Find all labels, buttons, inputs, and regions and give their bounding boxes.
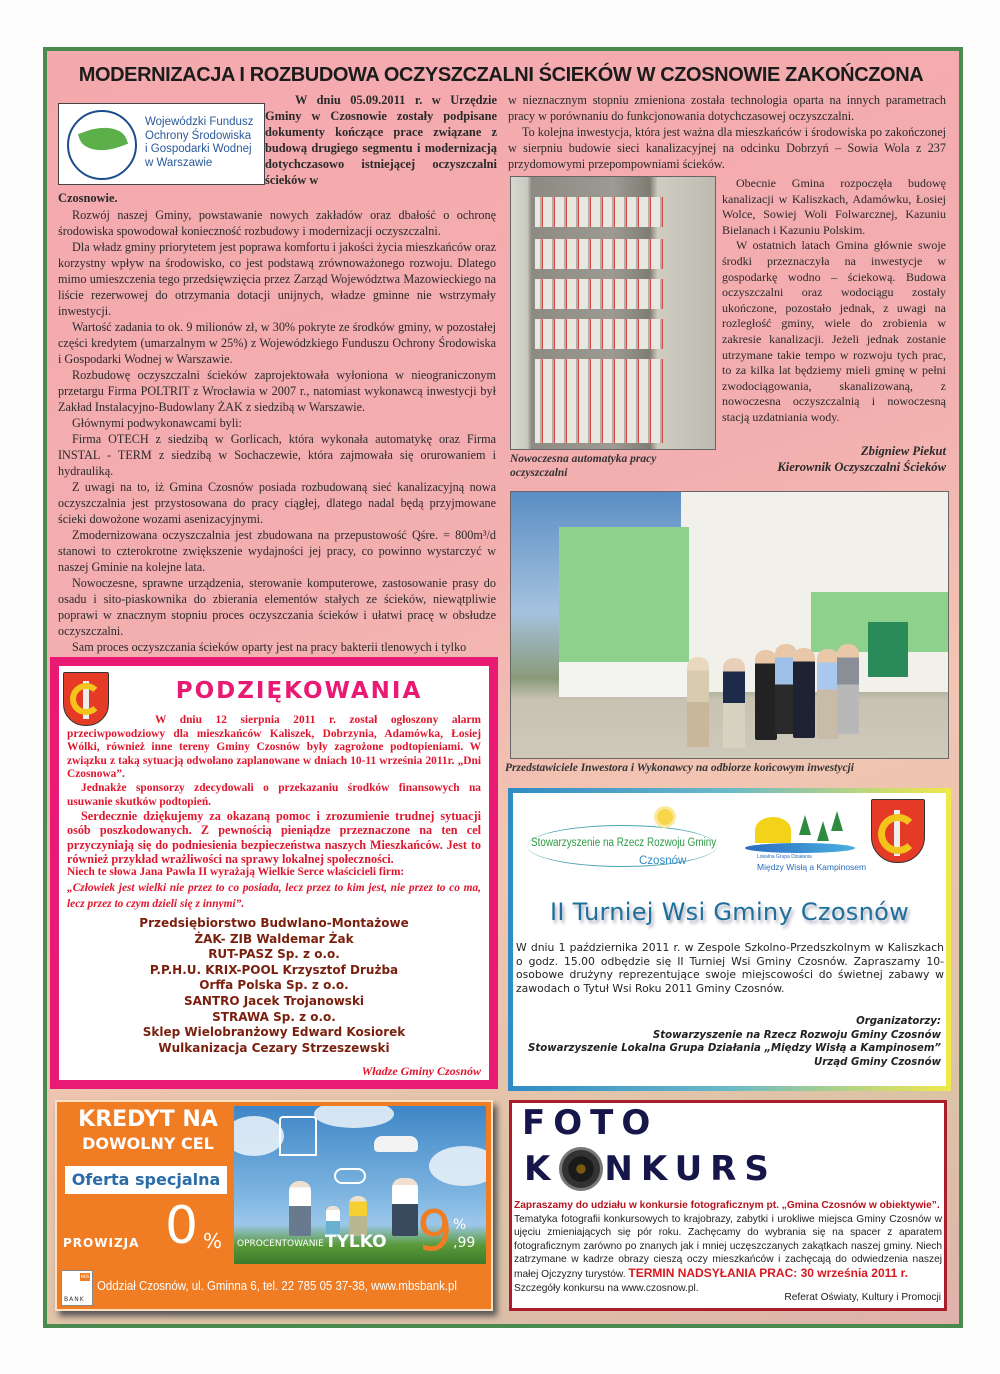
paragraph: To kolejna inwestycja, która jest ważna dla mieszkańców i środowiska po zakończonej w sierpniu budowie sieci kanalizacyjnej na odcinku Dobrzyń – Sowia Wola z 237 przydomowymi przepompowniami ścieków. [508,125,946,171]
thanks-paragraph: W dniu 12 sierpnia 2011 r. został ogłoszony alarm przeciwpowodziowy dla mieszkańców Kaliszek, Dobrzynia, Adamówka, Łosiej Wólki, również inne tereny Gminy Czosnów były zagrożone podtopieniami. W związku z taką sytuacją odwołano zaplanowane w dniach 10-11 września 2011r. „Dni Czosnowa”. [67,714,481,781]
thanks-text [67,714,481,912]
photo-contest-title-2 [524,1149,777,1189]
author-role: Kierownik Oczyszczalni Ścieków [777,460,946,474]
mbs-bank-logo [61,1270,93,1306]
building-base [559,662,689,697]
lgd-small-label: Lokalna Grupa Działania [757,854,812,860]
commission-percent: % [203,1229,223,1253]
tournament-inner [513,793,946,1086]
photo-contest-title-2-text [524,1149,777,1189]
mbs-logo-mark: MBS [80,1274,90,1279]
organizer: Urząd Gminy Czosnów [814,1056,941,1068]
photo-caption-acceptance: Przedstawiciele Inwestora i Wykonawcy na odbiorze końcowym inwestycji [505,762,854,774]
tournament-box [508,788,951,1091]
paragraph: Zmodernizowana oczyszczalnia jest zbudowana na przepustowość Qśre. = 800m³/d stanowi to czterokrotne zwiększenie wydajności jej pracy, co powinno wystarczyć w naszej Gminie na kolejne lata. [58,528,496,574]
sun-icon [657,809,673,825]
house-icon [279,1116,317,1156]
special-offer-badge: Oferta specjalna [65,1166,227,1194]
tree-icon [831,811,843,831]
sponsor-item: Wulkanizacja Cezary Strzeszewski [158,1040,390,1055]
cabinet-rail [535,389,663,419]
car-icon [374,1136,418,1152]
sponsor-item: Przedsiębiorstwo Budwlano-Montażowe [139,916,409,930]
tournament-title: II Turniej Wsi Gminy Czosnów [549,898,910,926]
paragraph: Rozbudowę oczyszczalni ścieków zaprojektowała wyłoniona w nieograniczonym przetargu Firma POLTRIT z Wrocławia w 2007 r., natomiast wykonawcą inwestycji był Zakład Instalacyjno-Budowlany ŻAK z siedzibą w Warszawie. [58,368,496,414]
paragraph: Z uwagi na to, iż Gmina Czosnów posiada rozbudowaną sieć kanalizacyjną nowa oczyszczalnia jest przystosowana do pracy ciągłej, dlatego nadal będą przyjmowane ścieki dowożone wozami asenizacyjnymi. [58,480,496,526]
cloud [429,1146,486,1186]
person [349,1196,367,1236]
tree-icon [799,815,811,835]
logo-line: w Warszawie [145,156,213,169]
river-icon [745,843,855,853]
cloud [234,1116,284,1156]
interest-only: TYLKO [325,1232,387,1252]
person [755,650,777,740]
thanks-paragraph: Jednakże sponsorzy zdecydowali o przekazaniu środków finansowych na usuwanie skutków podtopień. [67,781,481,808]
photo-contest-title-1: FOTO [522,1103,659,1143]
cabinet-rail [535,239,663,269]
organizer: Stowarzyszenie Lokalna Grupa Działania „Między Wisłą a Kampinosem” [528,1043,941,1055]
person [289,1181,311,1236]
article-lead: W dniu 05.09.2011 r. w Urzędzie Gminy w Czosnowie zostały podpisane dokumenty kończące prace związane z budową drugiego segmentu i modernizacją dotychczasowo istniejącej oczyszczalni ścieków w [265,93,497,187]
thanks-title: PODZIĘKOWANIA [175,678,423,704]
thanks-signature: Władze Gminy Czosnów [361,1064,481,1078]
interest-value: 9 [417,1199,453,1264]
person [392,1178,418,1236]
mbs-logo-text: BANK [64,1296,85,1303]
thanks-quote: „Człowiek jest wielki nie przez to co posiada, lecz przez to kim jest, nie przez to co ma, lecz przez to czym dzieli się z innymi”. [67,881,481,910]
person [837,644,859,734]
paragraph: W ostatnich latach Gmina głównie swoje środki przeznaczyła na inwestycje w gospodarkę wodno – ściekową. Budowa oczyszczalni oraz wodociągu zostały ukończone, pozostało jednak, z uwagi na rozległość gminy, wiele do zrobienia w zakresie kanalizacji. Jeżeli jednak zostanie utrzymane takie tempo w rozwoju tych prac, to za kilka lat będziemy mieli gminę w pełni zwodociągowania, skanalizowaną, z nowoczesna oczyszczalnią i nowoczesną stacją uzdatniania wody. [722,238,946,424]
author-name: Zbigniew Piekut [860,444,946,458]
paragraph: Rozwój naszej Gminy, powstawanie nowych zakładów oraz dbałość o ochronę środowiska spowodował konieczność rozbudowy i modernizacji oczyszczalni. [58,208,496,238]
thanks-box [50,657,498,1089]
paragraph: Nowoczesne, sprawne urządzenia, sterowanie komputerowe, zastosowanie prasy do osadu i sito-piaskownika do zbierania elementów stałych ze ścieków, niewątpliwie poprawi w znacznym stopniu proces oczyszczania ścieków i ułatwi pracę w obsłudze oczyszczalni. [58,576,496,638]
cabinet-rail [535,417,663,443]
sponsor-item: RUT-PASZ Sp. z o.o. [208,947,340,962]
photo-contest-body: Tematyka fotografii konkursowych to krajobrazy, zabytki i urokliwe miejsca Gminy Czosnów w ujęciu zmieniających się pór roku. Zachęcamy do wybrania się na spacer z aparatem fotograficznym zarówno po znanych jak i mniej uczęszczanych zakątkach naszej gminy. Niech zatrzymane w kadrze obrazy cieszą oczy mieszkańców i zachęcają do odwiedzenia naszej małej Ojczyzny turystów. [514,1213,942,1280]
person [793,648,815,738]
lgd-name: Między Wisłą a Kampinosem [757,862,867,872]
photo-contest-box [509,1100,947,1311]
logo-line: Wojewódzki Fundusz [145,116,254,128]
tournament-text: W dniu 1 października 2011 r. w Zespole Szkolno-Przedszkolnym w Kaliszkach o godz. 15.00 odbędzie się II Turniej Wsi Gminy Czosnów. Zapraszamy 10-osobowe drużyny reprezentujące swoje miejscowości do świetnej zabawy w zawodach o Tytuł Wsi Roku 2011 Gminy Czosnów. [516,941,944,995]
sponsor-item: Sklep Wielobranżowy Edward Kosiorek [142,1025,406,1040]
interest-percent: % [453,1217,467,1233]
paragraph: Głównymi podwykonawcami byli: [72,416,242,430]
photo-contest-intro: Zapraszamy do udziału w konkursie fotograficznym pt. „Gmina Czosnów w obiektywie”. [514,1200,940,1211]
article-signature [700,443,946,475]
paragraph: Obecnie Gmina rozpoczęła budowę kanalizacji w Kaliszkach, Adamówku, Łosiej Wolce, Sowiej Woli Folwarcznej, Kazuniu Bielanach i Kazuniu Polskim. [722,176,946,237]
organizer: Stowarzyszenie na Rzecz Rozwoju Gminy Czosnów [652,1029,941,1041]
bank-address: Oddział Czosnów, ul. Gminna 6, tel. 22 785 05 37-38, www.mbsbank.pl [97,1278,457,1293]
tournament-organizers [511,1015,941,1069]
paragraph: Firma OTECH z siedzibą w Gorlicach, która wykonała automatykę oraz Firma INSTAL - TERM z siedzibą w Sochaczewie, która zajmowała się orurowaniem i hydrauliką. [58,432,496,478]
logo-text [145,116,253,170]
lgd-logo [735,807,867,877]
article-column-2-top [508,92,946,172]
ad-headline-2: DOWOLNY CEL [82,1134,214,1153]
sponsor-item: ŻAK- ZIB Waldemar Żak [194,931,354,946]
commission-value: 0 [165,1196,199,1256]
sponsor-item: STRAWA Sp. z o.o. [212,1009,336,1024]
commission-label: PROWIZJA [63,1236,140,1250]
crest-letter-c [878,814,918,854]
logo-line: Ochrony Środowiska [145,129,252,142]
photo-caption-automation: Nowoczesna automatyka pracy oczyszczalni [510,453,657,479]
person [723,658,745,748]
thanks-paragraph: Serdecznie dziękujemy za okazaną pomoc i zrozumienie trudnej sytuacji osób poszkodowanych. Z pewnością pieniądze przeznaczone na ten cel przyczyniają się do podniesienia bezpieczeństwa naszych Mieszkańców. Jest to również przykład wrażliwości na sprawy lokalnej społeczności. [67,809,481,866]
paragraph: w nieznacznym stopniu zmieniona została technologia oparta na innych parametrach pracy w porównaniu do funkcjonowania dotychczasowej oczyszczalni. [508,93,946,123]
interest-decimal-value: ,99 [453,1235,476,1251]
sponsor-item: SANTRO Jacek Trojanowski [183,993,365,1008]
photo-contest-text [514,1199,942,1295]
cabinet-rail [535,319,663,349]
association-logo-line1: Stowarzyszenie na Rzecz Rozwoju Gminy [531,837,717,849]
automation-cabinet-photo [510,176,716,450]
person [687,657,709,747]
photo-contest-deadline: TERMIN NADSYŁANIA PRAC: 30 września 2011 r. [628,1265,909,1280]
organizers-label: Organizatorzy: [856,1016,941,1027]
sponsor-item: Orffa Polska Sp. z o.o. [199,978,349,993]
thanks-paragraph: Niech te słowa Jana Pawła II wyrażają Wielkie Serce właścicieli firm: [67,865,405,878]
wfos-logo [58,103,265,185]
cabinet-rail [535,359,663,389]
association-logo [527,815,723,875]
logo-line: i Gospodarki Wodnej [145,143,252,155]
person [817,649,839,739]
sponsor-list [59,916,489,1056]
sponsor-item: P.P.H.U. KRIX-POOL Krzysztof Drużba [149,962,399,977]
bicycle-icon [334,1168,366,1184]
building-door [868,622,908,677]
cabinet-rail [535,279,663,309]
article-column-2-side [722,176,946,426]
article-title: MODERNIZACJA I ROZBUDOWA OCZYSZCZALNI ŚCIEKÓW W CZOSNOWIE ZAKOŃCZONA [78,64,924,86]
thanks-inner [59,666,489,1080]
paragraph: Dla władz gminy priorytetem jest poprawa komfortu i jakości życia mieszkańców oraz korzystny wpływ na środowisko, co jest podstawą zrównoważonego rozwoju. Dlatego mimo umieszczenia tego przedsięwzięcia przez Zarząd Województwa Mazowieckiego na liście rezerwowej do otrzymania dotacji unijnych, władze gminne nie wstrzymały inwestycji. [58,240,496,318]
interest-label: OPROCENTOWANIE [237,1239,324,1249]
ad-headline-1: KREDYT NA [78,1107,218,1132]
cabinet-rail [535,197,663,227]
paragraph: Sam proces oczyszczania ścieków oparty jest na pracy bakterii tlenowych i tylko [72,640,467,654]
tree-icon [817,821,829,841]
plant-acceptance-photo [510,491,949,759]
photo-contest-signature: Referat Oświaty, Kultury i Promocji [784,1292,941,1303]
mbs-bank-ad[interactable] [55,1100,493,1311]
sun-icon [755,817,791,843]
article-lead-end: Czosnowie. [58,191,118,205]
association-logo-line2: Czosnów [639,855,687,867]
cloud [314,1106,394,1128]
photo-contest-title-2-part: NKURS [604,1149,777,1189]
paragraph: Wartość zadania to ok. 9 milionów zł, w 30% pokryte ze środków gminy, w pozostałej części kredytem (umarzalnym w 25%) z Wojewódzkiego Funduszu Ochrony Środowiska i Gospodarki Wodnej w Warszawie. [58,320,496,366]
czosnow-crest-icon [871,799,925,863]
ad-footer [57,1268,487,1306]
photo-contest-details: Szczegóły konkursu na www.czosnow.pl. [514,1282,699,1294]
photo-contest-title-2-part: K [524,1149,559,1189]
interest-decimals [453,1216,475,1252]
crest-letter-c [70,683,102,715]
article-column-1 [58,207,496,655]
